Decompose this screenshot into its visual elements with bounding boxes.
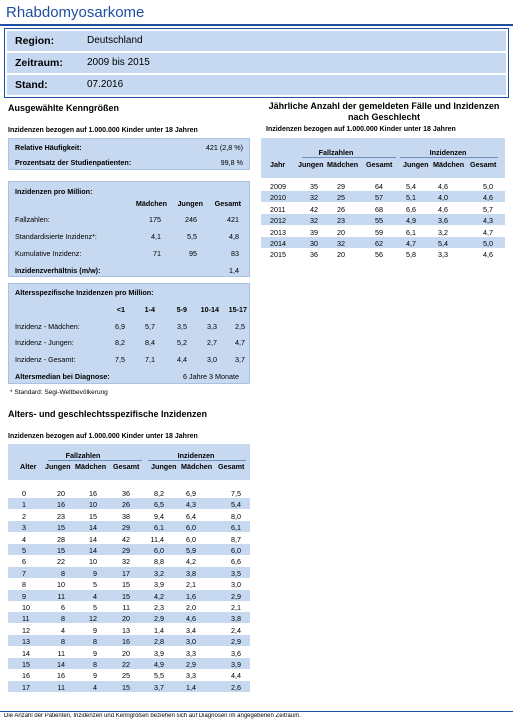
yearly-row-cell: 4,9 [406, 216, 416, 226]
meta-value: 2009 bis 2015 [87, 57, 150, 68]
yearly-row-cell: 64 [375, 182, 383, 191]
age-row-cell: 8 [61, 614, 65, 624]
age-row-cell: 14 [89, 523, 97, 533]
age-row-cell: 17 [22, 682, 30, 692]
footnote: * Standard: Segi-Weltbevölkerung [10, 389, 108, 396]
age-col: 1-4 [144, 305, 155, 314]
age-row-cell: 12 [89, 614, 97, 624]
age-col: <1 [116, 305, 125, 314]
age-row-cell: 5 [93, 580, 97, 590]
age-row-cell: 20 [122, 648, 130, 658]
age-table-col: Gesamt [218, 462, 245, 471]
age-row-cell: 11,4 [150, 534, 164, 544]
age-row-label: Inzidenz - Jungen: [15, 338, 74, 347]
age-row-cell: 28 [57, 534, 65, 544]
meta-key: Stand: [15, 79, 48, 91]
ipm-row-label: Fallzahlen: [15, 215, 50, 224]
yearly-row-cell: 2012 [270, 216, 286, 226]
age-row-cell: 15 [57, 523, 65, 533]
age-cell: 5,7 [145, 322, 155, 331]
age-row-cell: 9 [93, 568, 97, 578]
yearly-col: Mädchen [433, 160, 465, 169]
ipm-col-boys: Jungen [177, 199, 203, 208]
age-row-cell: 8 [93, 660, 97, 669]
yearly-row-cell: 4,6 [483, 193, 493, 203]
age-row-cell: 8,0 [231, 511, 241, 521]
yearly-row [261, 180, 505, 191]
age-row-cell: 8 [61, 568, 65, 578]
yearly-row-cell: 23 [337, 216, 345, 226]
yearly-row-cell: 5,8 [406, 250, 416, 260]
age-row-cell: 3,8 [231, 614, 241, 624]
age-row-cell: 14 [22, 648, 30, 658]
age-row-cell: 2,9 [231, 591, 241, 601]
yearly-row-cell: 6,6 [406, 204, 416, 214]
age-row-cell: 3,3 [186, 648, 196, 658]
age-row-cell: 6,5 [154, 500, 164, 510]
ipm-cell: 95 [189, 249, 197, 258]
frequency-label: Relative Häufigkeit: [15, 143, 82, 152]
age-row-cell: 5 [93, 603, 97, 612]
age-row-cell: 1,4 [154, 625, 164, 635]
incidence-per-million-box [8, 181, 250, 277]
age-row-cell: 6,1 [154, 523, 164, 533]
age-row-cell: 6,9 [186, 489, 196, 498]
age-row-cell: 9,4 [154, 511, 164, 521]
frequency-box [8, 138, 250, 170]
age-row-cell: 8 [93, 637, 97, 647]
age-row-cell: 3,3 [186, 671, 196, 681]
age-row-cell: 2,1 [186, 580, 196, 590]
age-row-cell: 6,0 [154, 546, 164, 555]
age-row-cell: 14 [57, 660, 65, 669]
age-cell: 6,9 [115, 322, 125, 331]
meta-value: Deutschland [87, 35, 143, 46]
age-heading: Altersspezifische Inzidenzen pro Million: [15, 288, 154, 297]
yearly-group-cases: Fallzahlen [318, 148, 354, 157]
age-cell: 3,3 [207, 322, 217, 331]
yearly-row-cell: 4,6 [438, 182, 448, 191]
age-table-group-rule [148, 460, 246, 461]
meta-box [4, 28, 509, 98]
age-row-cell: 2,3 [154, 603, 164, 612]
age-row-cell: 11 [57, 682, 65, 692]
age-row-cell: 3,7 [154, 682, 164, 692]
age-gender-heading: Alters- und geschlechtsspezifische Inzidenzen [8, 409, 208, 419]
ipm-col-girls: Mädchen [135, 199, 167, 208]
age-row-cell: 38 [122, 511, 130, 521]
age-row-cell: 10 [89, 557, 97, 567]
age-row-cell: 8,7 [231, 534, 241, 544]
ipm-cell: 175 [149, 215, 161, 224]
yearly-col: Mädchen [327, 160, 359, 169]
age-row-cell: 1 [22, 500, 26, 510]
age-row-cell: 16 [122, 637, 130, 647]
yearly-col: Gesamt [366, 160, 393, 169]
age-row-cell: 11 [57, 648, 65, 658]
age-row-cell: 6,1 [231, 523, 241, 533]
footer-divider [0, 711, 513, 712]
yearly-row-cell: 2010 [270, 193, 286, 203]
age-row-cell: 3,5 [231, 568, 241, 578]
yearly-row-cell: 5,1 [406, 193, 416, 203]
age-row-cell: 4 [22, 534, 26, 544]
meta-key: Region: [15, 35, 55, 47]
key-figures-basis: Inzidenzen bezogen auf 1.000.000 Kinder unter 18 Jahren [8, 127, 198, 134]
age-row-cell: 3,4 [186, 625, 196, 635]
age-row-cell: 5 [22, 546, 26, 555]
ipm-cell: 4,8 [229, 232, 239, 241]
yearly-row-cell: 2013 [270, 227, 286, 237]
age-table-col: Alter [20, 462, 37, 471]
age-cell: 8,4 [145, 338, 155, 347]
ipm-cell: 5,5 [187, 232, 197, 241]
age-cell: 3,5 [177, 322, 187, 331]
age-row-cell: 13 [122, 625, 130, 635]
age-row-cell: 20 [57, 489, 65, 498]
yearly-row-cell: 6,1 [406, 227, 416, 237]
yearly-row-cell: 5,0 [483, 239, 493, 248]
yearly-row [261, 226, 505, 237]
age-row-cell: 15 [122, 591, 130, 601]
yearly-group-incidence: Inzidenzen [429, 148, 467, 157]
age-row-cell: 11 [22, 614, 30, 624]
age-row-cell: 17 [122, 568, 130, 578]
yearly-row-cell: 55 [375, 216, 383, 226]
age-row-cell: 2,8 [154, 637, 164, 647]
age-table-col: Mädchen [75, 462, 107, 471]
age-row-cell: 20 [122, 614, 130, 624]
age-median-value: 6 Jahre 3 Monate [183, 372, 239, 381]
age-row-cell: 9 [93, 671, 97, 681]
yearly-row-cell: 20 [337, 250, 345, 260]
age-row-cell: 2 [22, 511, 26, 521]
age-row-cell: 23 [57, 511, 65, 521]
yearly-row-cell: 59 [375, 227, 383, 237]
yearly-row [261, 203, 505, 214]
page-title: Rhabdomyosarkome [6, 4, 145, 21]
yearly-row-cell: 5,0 [483, 182, 493, 191]
age-row-cell: 15 [122, 580, 130, 590]
yearly-col: Jungen [403, 160, 429, 169]
age-cell: 5,2 [177, 338, 187, 347]
yearly-row-cell: 4,3 [483, 216, 493, 226]
yearly-row-cell: 35 [310, 182, 318, 191]
age-row-cell: 3,2 [154, 568, 164, 578]
age-cell: 2,5 [235, 322, 245, 331]
age-row-cell: 9 [22, 591, 26, 601]
yearly-group-rule [400, 157, 498, 158]
yearly-row-cell: 5,7 [483, 204, 493, 214]
age-row-cell: 42 [122, 534, 130, 544]
meta-value: 07.2016 [87, 79, 124, 90]
yearly-col: Jahr [270, 160, 286, 169]
ipm-row-label: Standardisierte Inzidenz*: [15, 232, 97, 241]
age-row-cell: 2,9 [186, 660, 196, 669]
age-col: 15-17 [228, 305, 247, 314]
yearly-row-cell: 25 [337, 193, 345, 203]
meta-row-region [7, 31, 506, 51]
age-table-col: Gesamt [113, 462, 140, 471]
footer-note: Die Anzahl der Patienten, Inzidenzen und Kenngrößen beziehen sich auf Diagnosen im angegebenen Zeitraum. [4, 713, 301, 719]
study-label: Prozentsatz der Studienpatienten: [15, 158, 132, 167]
age-median-label: Altersmedian bei Diagnose: [15, 372, 110, 381]
age-row-label: Inzidenz - Mädchen: [15, 322, 80, 331]
age-row-cell: 4 [61, 625, 65, 635]
age-row-cell: 1,4 [186, 682, 196, 692]
age-row-cell: 15 [22, 660, 30, 669]
age-row-cell: 8 [22, 580, 26, 590]
age-table-group-rule [48, 460, 142, 461]
age-row-cell: 2,9 [231, 637, 241, 647]
age-row-cell: 16 [22, 671, 30, 681]
age-row-cell: 5,5 [154, 671, 164, 681]
age-specific-box [8, 283, 250, 384]
age-cell: 7,5 [115, 355, 125, 364]
age-row-cell: 9 [93, 625, 97, 635]
age-table-col: Jungen [45, 462, 71, 471]
age-row-cell: 12 [22, 625, 30, 635]
age-row-cell: 7 [22, 568, 26, 578]
ipm-col-total: Gesamt [214, 199, 241, 208]
age-row-cell: 2,9 [154, 614, 164, 624]
yearly-col: Jungen [298, 160, 324, 169]
age-row-cell: 15 [57, 546, 65, 555]
age-row-cell: 6 [22, 557, 26, 567]
age-row-cell: 25 [122, 671, 130, 681]
age-row-cell: 6 [61, 603, 65, 612]
yearly-row-cell: 29 [337, 182, 345, 191]
age-row-cell: 3,8 [186, 568, 196, 578]
age-row-cell: 10 [57, 580, 65, 590]
age-row-cell: 3,9 [154, 580, 164, 590]
age-cell: 8,2 [115, 338, 125, 347]
age-table-col: Jungen [151, 462, 177, 471]
age-cell: 2,7 [207, 338, 217, 347]
ipm-ratio-value: 1,4 [229, 266, 239, 275]
yearly-row-cell: 32 [310, 216, 318, 226]
age-row-cell: 4,3 [186, 500, 196, 510]
age-cell: 7,1 [145, 355, 155, 364]
key-figures-heading: Ausgewählte Kenngrößen [8, 103, 120, 113]
age-row-cell: 16 [57, 671, 65, 681]
yearly-row-cell: 4,7 [406, 239, 416, 248]
age-col: 5-9 [176, 305, 187, 314]
yearly-row-cell: 30 [310, 239, 318, 248]
age-row-cell: 3,0 [186, 637, 196, 647]
age-row-cell: 2,0 [186, 603, 196, 612]
yearly-group-rule [302, 157, 396, 158]
age-row-cell: 6,0 [186, 534, 196, 544]
yearly-row [261, 248, 505, 259]
age-row-cell: 3,9 [231, 660, 241, 669]
age-table-group-incidence: Inzidenzen [177, 451, 215, 460]
age-row-cell: 4,4 [231, 671, 241, 681]
yearly-row-cell: 2014 [270, 239, 286, 248]
age-row-cell: 8,8 [154, 557, 164, 567]
age-cell: 4,4 [177, 355, 187, 364]
yearly-row-cell: 26 [337, 204, 345, 214]
yearly-row-cell: 5,4 [438, 239, 448, 248]
age-row-cell: 5,4 [231, 500, 241, 510]
age-row-cell: 4,9 [154, 660, 164, 669]
yearly-row-cell: 32 [337, 239, 345, 248]
age-row-cell: 9 [93, 648, 97, 658]
yearly-heading: Jährliche Anzahl der gemeldeten Fälle und Inzidenzen nach Geschlecht [268, 101, 500, 122]
age-row-cell: 22 [122, 660, 130, 669]
age-row-cell: 4,2 [186, 557, 196, 567]
title-divider [0, 24, 513, 26]
age-row-cell: 2,4 [231, 625, 241, 635]
yearly-row-cell: 68 [375, 204, 383, 214]
age-row-cell: 5,9 [186, 546, 196, 555]
age-table-group-cases: Fallzahlen [65, 451, 101, 460]
age-row-cell: 6,0 [186, 523, 196, 533]
ipm-row-label: Kumulative Inzidenz: [15, 249, 82, 258]
yearly-row-cell: 2011 [270, 204, 286, 214]
age-row-cell: 14 [89, 534, 97, 544]
age-row-cell: 4,6 [186, 614, 196, 624]
age-row-cell: 16 [89, 489, 97, 498]
ipm-cell: 246 [185, 215, 197, 224]
yearly-row-cell: 56 [375, 250, 383, 260]
age-gender-basis: Inzidenzen bezogen auf 1.000.000 Kinder unter 18 Jahren [8, 433, 198, 440]
age-col: 10-14 [200, 305, 219, 314]
age-row-label: Inzidenz - Gesamt: [15, 355, 76, 364]
age-row-cell: 10 [22, 603, 30, 612]
yearly-col: Gesamt [470, 160, 497, 169]
ipm-cell: 71 [153, 249, 161, 258]
yearly-basis: Inzidenzen bezogen auf 1.000.000 Kinder unter 18 Jahren [266, 126, 456, 133]
yearly-row-cell: 3,3 [438, 250, 448, 260]
age-row-cell: 22 [57, 557, 65, 567]
age-row-cell: 4 [93, 682, 97, 692]
age-row-cell: 13 [22, 637, 30, 647]
yearly-row-cell: 2009 [270, 182, 286, 191]
age-cell: 4,7 [235, 338, 245, 347]
yearly-row-cell: 57 [375, 193, 383, 203]
age-row-cell: 0 [22, 489, 26, 498]
age-row-cell: 11 [57, 591, 65, 601]
yearly-row-cell: 2015 [270, 250, 286, 260]
yearly-row-cell: 62 [375, 239, 383, 248]
age-row-cell: 32 [122, 557, 130, 567]
yearly-row-cell: 3,6 [438, 216, 448, 226]
age-row-cell: 36 [122, 489, 130, 498]
yearly-row-cell: 4,6 [483, 250, 493, 260]
age-row-cell: 10 [89, 500, 97, 510]
age-cell: 3,7 [235, 355, 245, 364]
age-row-cell: 3 [22, 523, 26, 533]
yearly-table-header [261, 138, 505, 178]
yearly-row-cell: 42 [310, 204, 318, 214]
ipm-ratio-label: Inzidenzverhältnis (m/w): [15, 266, 101, 275]
yearly-row [261, 214, 505, 225]
age-row-cell: 29 [122, 546, 130, 555]
yearly-row-cell: 4,7 [483, 227, 493, 237]
age-table-col: Mädchen [181, 462, 213, 471]
meta-key: Zeitraum: [15, 57, 63, 69]
meta-row-period [7, 53, 506, 73]
age-row-cell: 6,6 [231, 557, 241, 567]
ipm-cell: 83 [231, 249, 239, 258]
yearly-row [261, 237, 505, 248]
age-cell: 3,0 [207, 355, 217, 364]
yearly-row-cell: 32 [310, 193, 318, 203]
age-row-cell: 15 [89, 511, 97, 521]
age-row-cell: 26 [122, 500, 130, 510]
ipm-cell: 4,1 [151, 232, 161, 241]
age-row-cell: 4 [93, 591, 97, 601]
yearly-row [261, 191, 505, 202]
age-row-cell: 4,2 [154, 591, 164, 601]
ipm-heading: Inzidenzen pro Million: [15, 187, 93, 196]
age-row-cell: 7,5 [231, 489, 241, 498]
meta-row-date [7, 75, 506, 95]
age-row-cell: 16 [57, 500, 65, 510]
age-row-cell: 15 [122, 682, 130, 692]
yearly-row-cell: 4,6 [438, 204, 448, 214]
study-value: 99,8 % [220, 158, 243, 167]
age-row-cell: 6,4 [186, 511, 196, 521]
age-row-cell: 3,6 [231, 648, 241, 658]
yearly-row-cell: 20 [337, 227, 345, 237]
age-row-cell: 14 [89, 546, 97, 555]
age-row-cell: 11 [122, 603, 130, 612]
age-row-cell: 3,0 [231, 580, 241, 590]
yearly-row-cell: 4,0 [438, 193, 448, 203]
age-row-cell: 8,2 [154, 489, 164, 498]
age-row-cell: 29 [122, 523, 130, 533]
age-row-cell: 2,6 [231, 682, 241, 692]
yearly-row-cell: 39 [310, 227, 318, 237]
yearly-row-cell: 3,2 [438, 227, 448, 237]
age-row-cell: 3,9 [154, 648, 164, 658]
frequency-value: 421 (2,8 %) [205, 143, 243, 152]
ipm-cell: 421 [227, 215, 239, 224]
age-row-cell: 1,6 [186, 591, 196, 601]
age-row-cell: 2,1 [231, 603, 241, 612]
age-row-cell: 6,0 [231, 546, 241, 555]
yearly-row-cell: 36 [310, 250, 318, 260]
yearly-row-cell: 5,4 [406, 182, 416, 191]
age-row-cell: 8 [61, 637, 65, 647]
